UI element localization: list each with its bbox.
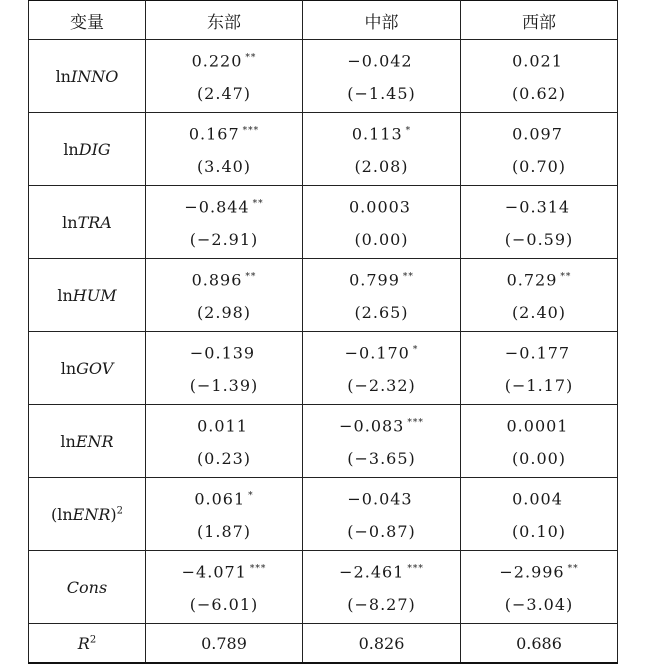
variable-symbol: GOV (76, 358, 114, 378)
cell-central (303, 478, 461, 551)
coefficient-line (461, 42, 617, 77)
coefficient-line (303, 188, 460, 223)
t-statistic: (0.00) (511, 448, 567, 468)
cell-central (303, 332, 461, 405)
coefficient-value: −0.177 (504, 343, 571, 363)
t-statistic: (2.98) (196, 302, 252, 322)
coefficient-line (461, 553, 617, 588)
significance-stars: ** (245, 53, 257, 64)
table-row (29, 259, 618, 332)
coefficient-value: 0.799 (349, 270, 400, 290)
coefficient-line (461, 407, 617, 442)
significance-stars: ** (252, 199, 264, 210)
variable-name (29, 40, 146, 113)
variable-symbol: R (77, 633, 90, 653)
variable-prefix: ln (62, 212, 78, 232)
coefficient-value: −0.042 (347, 51, 413, 71)
header-central: 中部 (303, 1, 461, 40)
coefficient-value: −0.043 (347, 489, 413, 509)
coefficient-line (146, 188, 302, 223)
r-squared-east: 0.789 (146, 624, 303, 664)
cell-east (146, 113, 303, 186)
variable-name (29, 186, 146, 259)
t-statistic: (1.87) (196, 521, 252, 541)
cell-central (303, 259, 461, 332)
coefficient-line (461, 261, 617, 296)
variable-prefix: ln (55, 66, 71, 86)
variable-name (29, 624, 146, 664)
cell-west (461, 332, 618, 405)
cell-east (146, 259, 303, 332)
coefficient-value: 0.896 (191, 270, 243, 290)
variable-symbol: ENR (75, 431, 114, 451)
cell-east (146, 40, 303, 113)
r-squared-central: 0.826 (303, 624, 461, 664)
table-row (29, 551, 618, 624)
coefficient-line (303, 42, 460, 77)
cell-central (303, 405, 461, 478)
coefficient-line (303, 407, 460, 442)
significance-stars: * (248, 491, 254, 502)
coefficient-line (146, 42, 302, 77)
coefficient-value: 0.021 (512, 51, 563, 71)
significance-stars: ** (245, 272, 257, 283)
regression-table (28, 0, 618, 664)
header-row (29, 1, 618, 40)
variable-exponent: 2 (89, 634, 97, 646)
r-squared-west: 0.686 (461, 624, 618, 664)
header-variable: 变量 (29, 1, 146, 40)
t-statistic: (2.40) (511, 302, 567, 322)
t-statistic: (0.70) (511, 156, 567, 176)
t-statistic: (−3.04) (504, 594, 574, 614)
coefficient-value: 0.004 (512, 489, 563, 509)
variable-symbol: INNO (70, 66, 119, 86)
coefficient-value: −4.071 (181, 562, 247, 582)
header-west: 西部 (461, 1, 618, 40)
t-statistic: (−6.01) (189, 594, 259, 614)
coefficient-line (146, 407, 302, 442)
significance-stars: *** (249, 564, 267, 575)
coefficient-value: 0.0001 (506, 416, 569, 436)
t-statistic: (−2.91) (189, 229, 259, 249)
r-squared-row (29, 624, 618, 664)
variable-symbol: TRA (77, 212, 112, 232)
t-statistic: (0.23) (196, 448, 252, 468)
table-row (29, 332, 618, 405)
cell-east (146, 186, 303, 259)
t-statistic: (2.47) (196, 83, 252, 103)
variable-prefix: (ln (50, 504, 73, 524)
cell-east (146, 332, 303, 405)
coefficient-line (303, 553, 460, 588)
coefficient-value: 0.097 (512, 124, 563, 144)
cell-west (461, 113, 618, 186)
t-statistic: (−8.27) (347, 594, 416, 614)
variable-name (29, 113, 146, 186)
coefficient-value: −0.139 (189, 343, 256, 363)
cell-west (461, 478, 618, 551)
t-statistic: (2.08) (354, 156, 409, 176)
variable-prefix: ln (60, 431, 76, 451)
coefficient-value: 0.113 (351, 124, 403, 144)
coefficient-line (146, 480, 302, 515)
variable-symbol: ENR (72, 504, 111, 524)
t-statistic: (0.62) (511, 83, 567, 103)
cell-east (146, 478, 303, 551)
coefficient-value: 0.167 (188, 124, 240, 144)
cell-east (146, 551, 303, 624)
cell-east (146, 405, 303, 478)
coefficient-value: 0.220 (191, 51, 243, 71)
t-statistic: (−1.45) (347, 83, 416, 103)
coefficient-value: 0.061 (194, 489, 246, 509)
variable-symbol: DIG (78, 139, 111, 159)
coefficient-value: 0.729 (506, 270, 558, 290)
coefficient-line (303, 115, 460, 150)
coefficient-value: −2.461 (339, 562, 405, 582)
header-east: 东部 (146, 1, 303, 40)
cell-west (461, 186, 618, 259)
coefficient-value: 0.0003 (349, 197, 411, 217)
variable-exponent: 2 (116, 505, 124, 517)
t-statistic: (0.00) (354, 229, 409, 249)
table-row (29, 405, 618, 478)
t-statistic: (−0.87) (347, 521, 416, 541)
cell-west (461, 551, 618, 624)
coefficient-line (146, 115, 302, 150)
variable-name (29, 259, 146, 332)
cell-west (461, 405, 618, 478)
coefficient-line (303, 480, 460, 515)
coefficient-line (461, 334, 617, 369)
variable-name (29, 332, 146, 405)
significance-stars: * (405, 126, 412, 137)
variable-name (29, 478, 146, 551)
variable-prefix: ln (57, 285, 73, 305)
cell-central (303, 551, 461, 624)
variable-prefix: ln (60, 358, 77, 378)
variable-symbol: HUM (72, 285, 117, 305)
t-statistic: (−1.39) (189, 375, 259, 395)
t-statistic: (3.40) (196, 156, 252, 176)
coefficient-line (303, 261, 460, 296)
coefficient-line (461, 188, 617, 223)
coefficient-line (461, 480, 617, 515)
cell-west (461, 259, 618, 332)
coefficient-line (303, 334, 460, 369)
cell-west (461, 40, 618, 113)
t-statistic: (−2.32) (347, 375, 416, 395)
coefficient-value: −0.314 (504, 197, 571, 217)
table-row (29, 478, 618, 551)
coefficient-line (146, 553, 302, 588)
variable-suffix: ) (110, 504, 117, 524)
significance-stars: *** (407, 418, 424, 429)
table-row (29, 40, 618, 113)
coefficient-value: −0.844 (184, 197, 250, 217)
significance-stars: * (412, 345, 419, 356)
significance-stars: ** (560, 272, 572, 283)
t-statistic: (2.65) (354, 302, 409, 322)
table-row (29, 113, 618, 186)
significance-stars: *** (407, 564, 424, 575)
variable-name (29, 551, 146, 624)
significance-stars: ** (402, 272, 414, 283)
t-statistic: (−0.59) (504, 229, 574, 249)
coefficient-line (146, 334, 302, 369)
variable-name (29, 405, 146, 478)
significance-stars: *** (242, 126, 260, 137)
coefficient-line (146, 261, 302, 296)
t-statistic: (−3.65) (347, 448, 416, 468)
significance-stars: ** (567, 564, 579, 575)
coefficient-value: −0.083 (339, 416, 405, 436)
cell-central (303, 186, 461, 259)
coefficient-line (461, 115, 617, 150)
cell-central (303, 113, 461, 186)
cell-central (303, 40, 461, 113)
variable-prefix: ln (63, 139, 79, 159)
coefficient-value: −2.996 (499, 562, 565, 582)
coefficient-value: 0.011 (197, 416, 248, 436)
coefficient-value: −0.170 (344, 343, 410, 363)
t-statistic: (−1.17) (504, 375, 574, 395)
t-statistic: (0.10) (511, 521, 567, 541)
table-row (29, 186, 618, 259)
variable-symbol: Cons (66, 577, 108, 597)
